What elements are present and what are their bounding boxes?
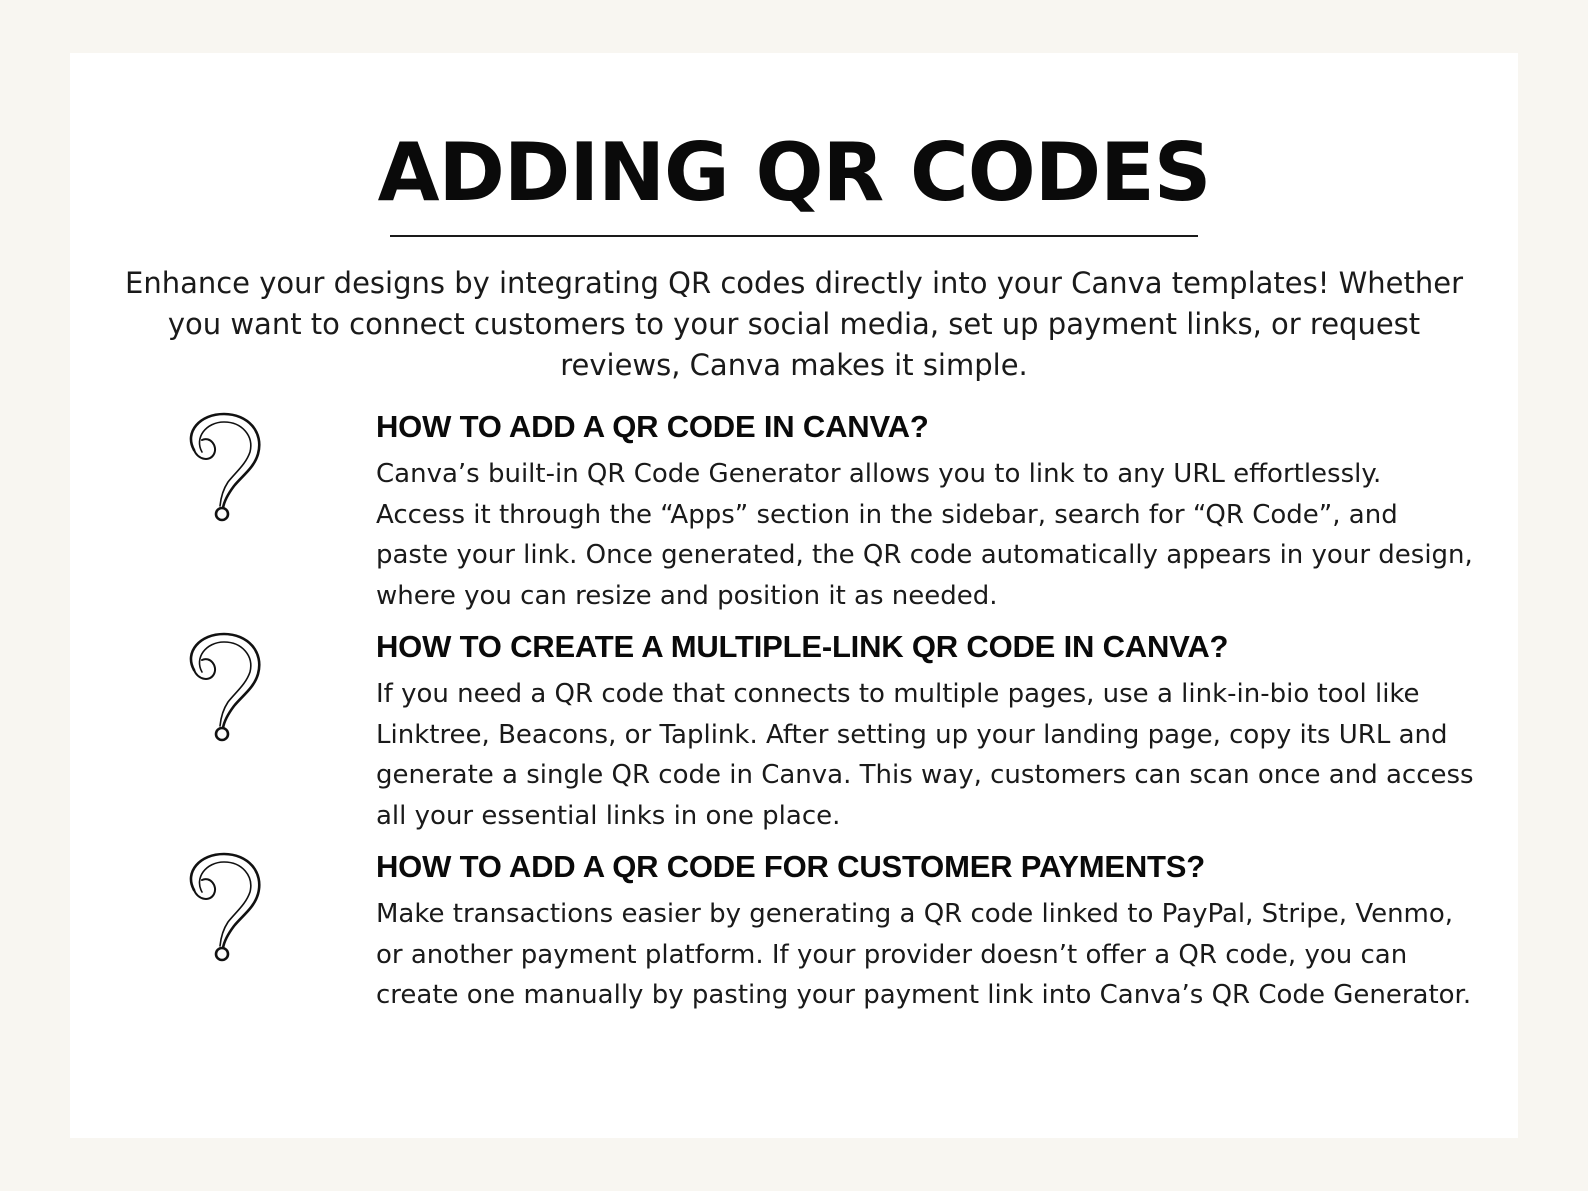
page-title: ADDING QR CODES — [377, 126, 1211, 219]
content-card — [70, 53, 1518, 1138]
section-heading: HOW TO CREATE A MULTIPLE-LINK QR CODE IN CANVA? — [376, 629, 1229, 664]
question-mark-icon — [180, 630, 270, 742]
section-body: If you need a QR code that connects to multiple pages, use a link-in-bio tool like Linktree, Beacons, or Taplink. After setting up your landing page, copy its URL and generate a single QR code in Canva. This way, customers can scan once and access all your essential links in one place. — [376, 679, 1474, 831]
question-mark-icon — [180, 410, 270, 522]
section-body: Make transactions easier by generating a QR code linked to PayPal, Stripe, Venmo, or another payment platform. If your provider doesn’t offer a QR code, you can create one manually by pasting your payment link into Canva’s QR Code Generator. — [376, 899, 1472, 1010]
section-heading: HOW TO ADD A QR CODE IN CANVA? — [376, 409, 929, 444]
section-body: Canva’s built-in QR Code Generator allows you to link to any URL effortlessly. Access it through the “Apps” section in the sidebar, search for “QR Code”, and paste your link. Once generated, the QR code automatically appears in your design, where you can resize and position it as needed. — [376, 459, 1473, 611]
section-heading: HOW TO ADD A QR CODE FOR CUSTOMER PAYMENTS? — [376, 849, 1206, 884]
intro-paragraph: Enhance your designs by integrating QR codes directly into your Canva templates! Whether you want to connect customers to your social media, set up payment links, or request reviews, Canva makes it simple. — [125, 266, 1463, 382]
title-divider — [390, 235, 1198, 237]
question-mark-icon — [180, 850, 270, 962]
